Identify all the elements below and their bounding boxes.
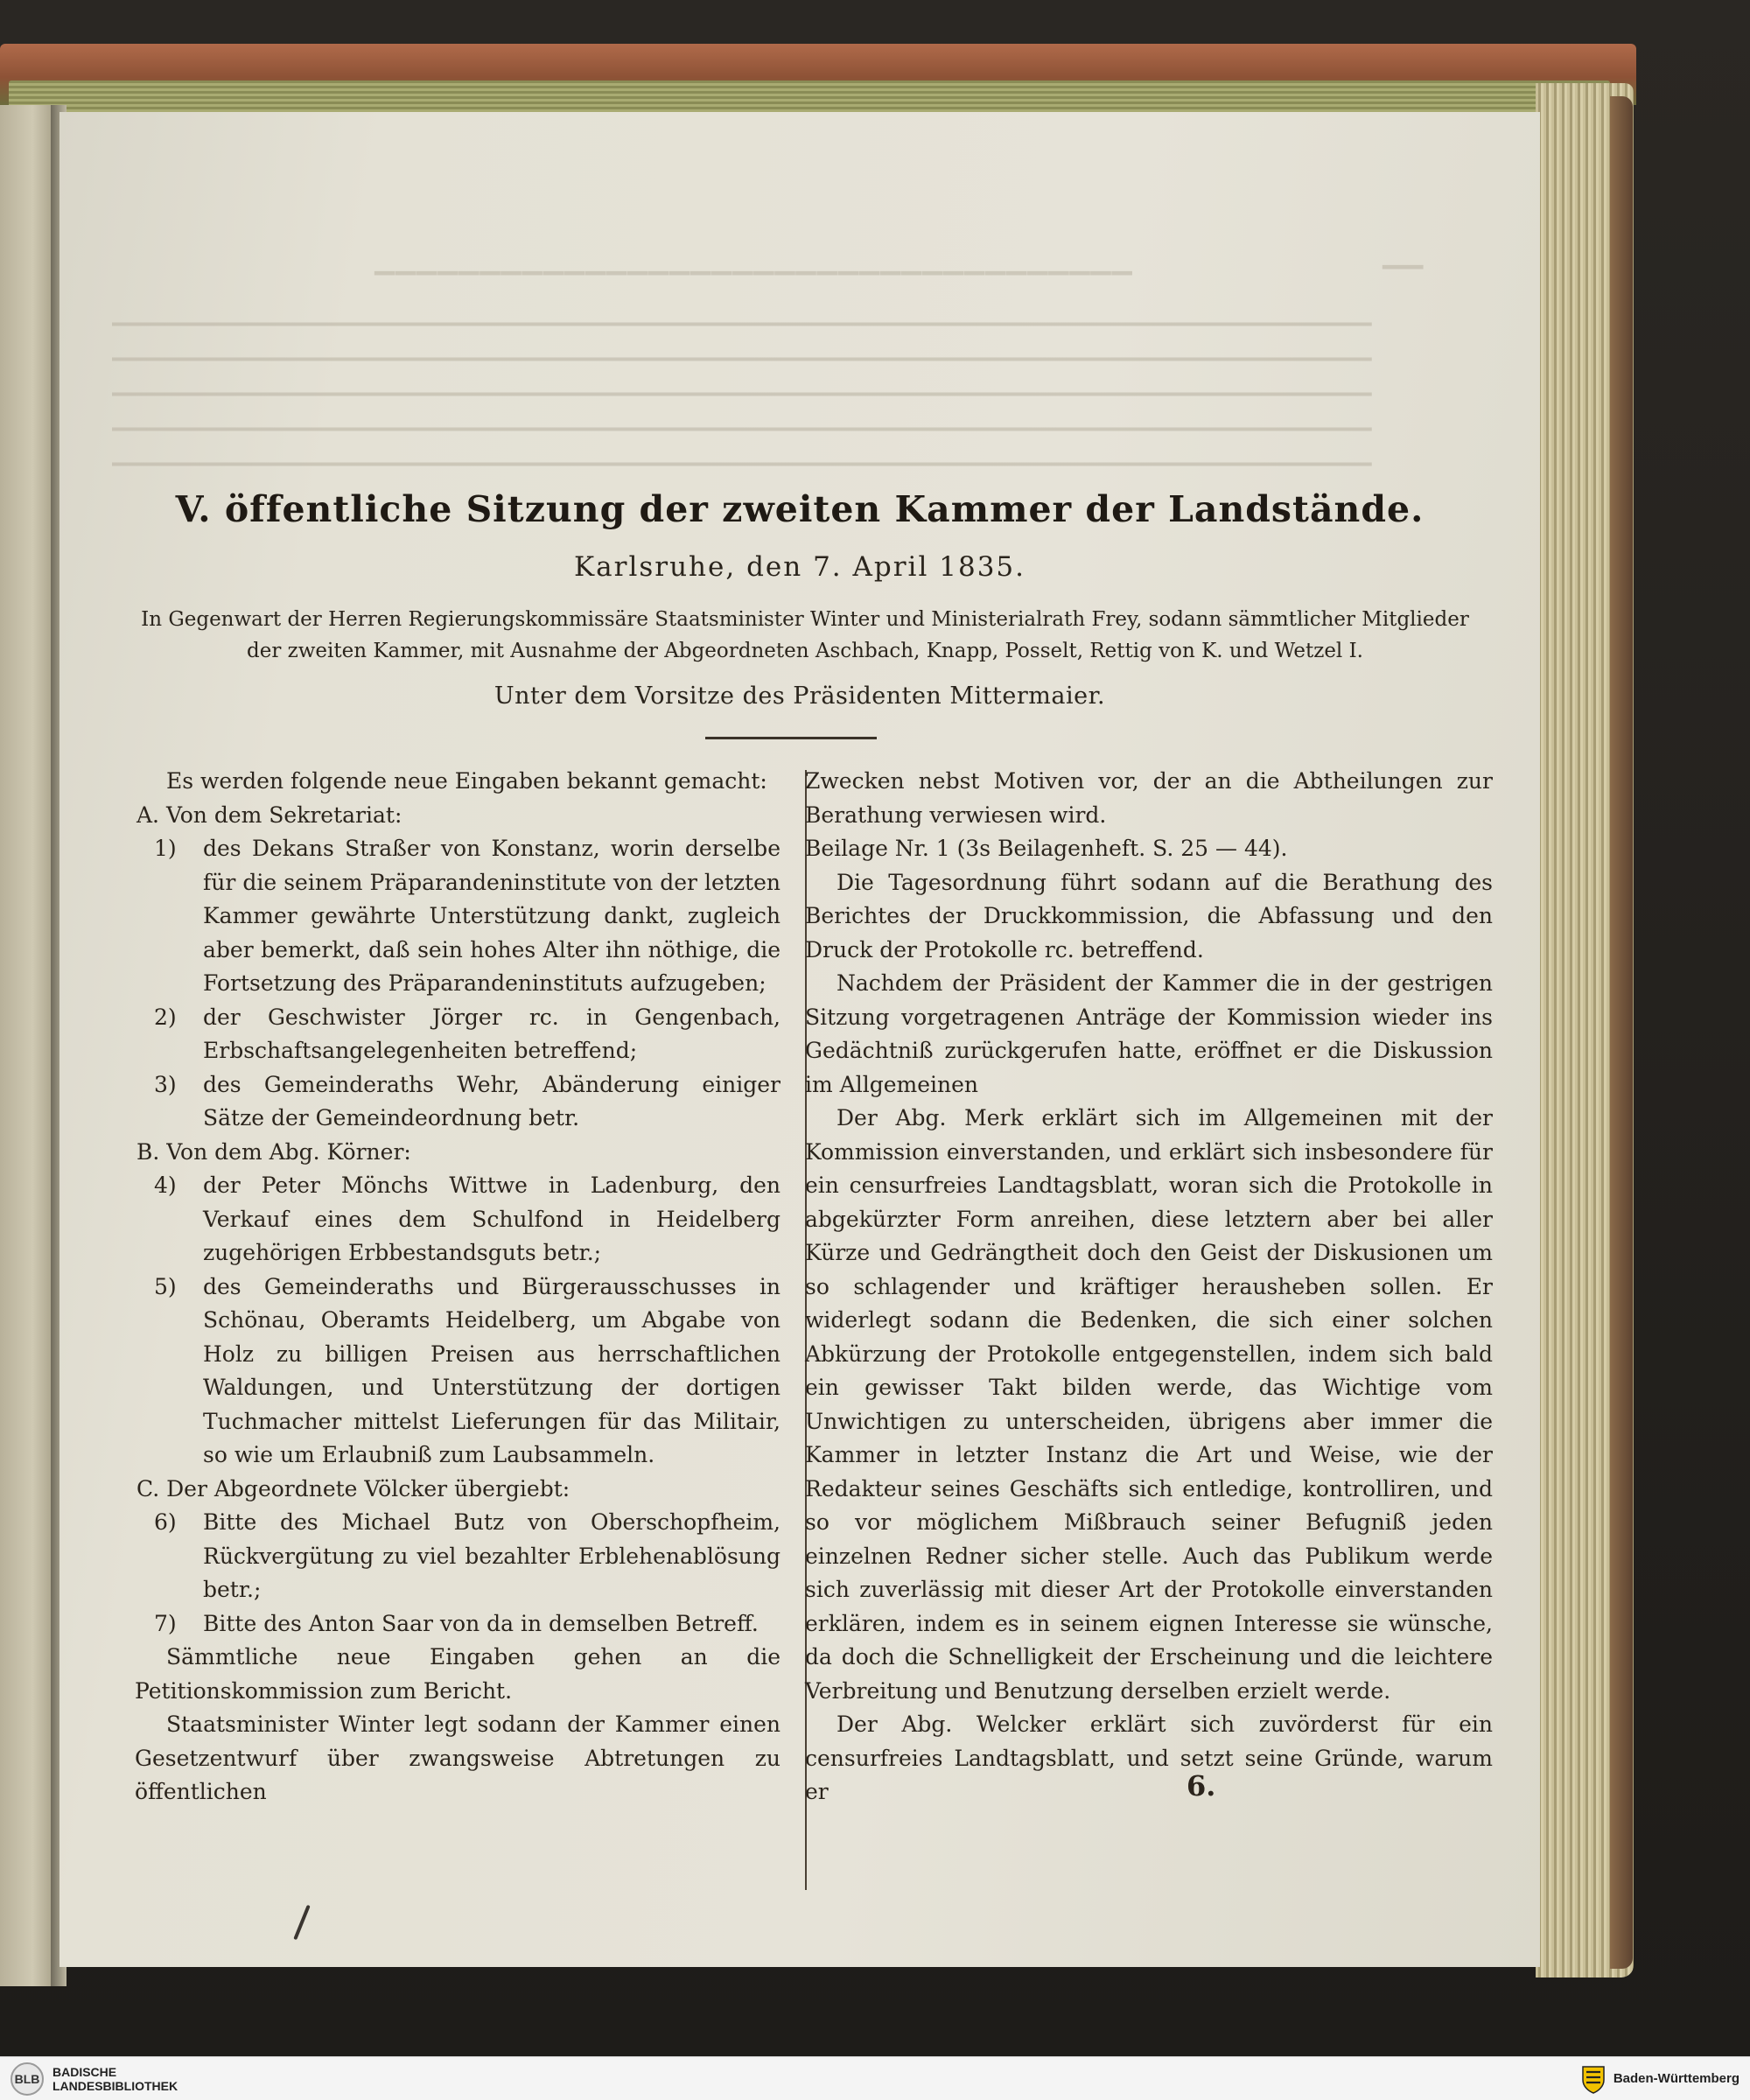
petition-item: 6) Bitte des Michael Butz von Oberschopfheim, Rückvergütung zu viel bezahlter Erblehenablösung betr.; [154,1509,780,1602]
section-a-heading: A. Von dem Sekretariat: [136,802,402,828]
library-name: BADISCHE LANDESBIBLIOTHEK [52,2064,178,2093]
section-b-heading: B. Von dem Abg. Körner: [136,1138,411,1165]
left-column [135,765,780,1810]
facing-page-edge [0,105,54,1986]
merk-paragraph: Der Abg. Merk erklärt sich im Allgemeinen mit der Kommission einverstanden, und erklärt sich insbesondere für ein censurfreies Landtagsblatt, woran sich die Protokolle in abgekürzter Form anreihen, diese letztern aber bei aller Kürze und Gedrängtheit doch den Geist der Diskusionen um so schlagender und kräftiger herausheben sollen. Er widerlegt sodann die Bedenken, die sich einer solchen Abkürzung der Protokolle entgegenstellen, indem sich bald ein gewisser Takt bilden werde, das Wichtige vom Unwichtigen zu unterscheiden, übrigens aber immer die Kammer in letzter Instanz die Art und Weise, wie der Redakteur seines Geschäfts sich entledige, kontrolliren, und so vor möglichem Mißbrauch seiner Befugniß jeden einzelnen Redner sicher stelle. Auch das Publikum werde sich zuverlässig mit dieser Art der Protokolle einverstanden erklären, indem es in seinem eignen Interesse sie wünsche, da doch die Schnelligkeit der Erscheinung und die leichtere Verbreitung und Benutzung derselben erzielt werde. [805,1105,1493,1704]
footer-bar [0,2056,1750,2100]
book-pages-top-edge [9,80,1610,116]
attendance-note [114,604,1496,667]
heading-divider [705,737,877,739]
blb-badge-icon: BLB [10,2062,44,2096]
show-through-header: ▁▁▁▁▁▁▁▁▁▁▁▁▁▁▁▁▁▁▁▁▁▁▁▁▁▁▁▁▁▁▁▁▁▁▁▁ [374,245,1133,276]
show-through-text-lines: ▁▁▁▁▁▁▁▁▁▁▁▁▁▁▁▁▁▁▁▁▁▁▁▁▁▁▁▁▁▁▁▁▁▁▁▁▁▁▁▁▁▁▁▁▁▁▁▁▁▁▁▁▁▁▁▁▁▁▁▁▁▁▁▁▁▁▁▁▁▁▁▁ ▁▁▁▁▁▁▁▁▁▁▁▁▁▁▁▁▁▁▁▁▁▁▁▁▁▁▁▁▁▁▁▁▁▁▁▁▁▁▁▁▁▁▁▁▁▁▁▁▁▁▁▁▁▁▁▁▁▁▁▁▁▁▁▁▁▁▁▁▁▁▁▁ ▁▁▁▁▁▁▁▁▁▁▁▁▁▁▁▁▁▁▁▁▁▁▁▁▁▁▁▁▁▁▁▁▁▁▁▁▁▁▁▁▁▁▁▁▁▁▁▁▁▁▁▁▁▁▁▁▁▁▁▁▁▁▁▁▁▁▁▁▁▁▁▁ ▁▁▁▁▁▁▁▁▁▁▁▁▁▁▁▁▁▁▁▁▁▁▁▁▁▁▁▁▁▁▁▁▁▁▁▁▁▁▁▁▁▁▁▁▁▁▁▁▁▁▁▁▁▁▁▁▁▁▁▁▁▁▁▁▁▁▁▁▁▁▁▁ ▁▁▁▁▁▁▁▁▁▁▁▁▁▁▁▁▁▁▁▁▁▁▁▁▁▁▁▁▁▁▁▁▁▁▁▁▁▁▁▁▁▁▁▁▁▁▁▁▁▁▁▁▁▁▁▁▁▁▁▁▁▁▁▁▁▁▁▁▁▁▁▁ [112,300,1372,466]
agenda-paragraph: Die Tagesordnung führt sodann auf die Berathung des Berichtes der Druckkommission, die Abfassung und den Druck der Protokolle rc. betreffend. [805,869,1493,962]
show-through-page-number: ▁▁ [1382,239,1424,270]
closing-paragraph: Staatsminister Winter legt sodann der Kammer einen Gesetzentwurf über zwangsweise Abtretungen zu öffentlichen [135,1712,780,1804]
closing-paragraph: Sämmtliche neue Eingaben gehen an die Petitionskommission zum Bericht. [135,1644,780,1704]
right-column [805,765,1493,1810]
attendance-line-1: In Gegenwart der Herren Regierungskommissäre Staatsminister Winter und Ministerialrath Frey, sodann sämmtlicher Mitglieder [141,608,1469,631]
petitions-intro: Es werden folgende neue Eingaben bekannt gemacht: [166,768,767,794]
coat-of-arms-icon [1580,2064,1606,2094]
dateline: Karlsruhe, den 7. April 1835. [573,551,1026,583]
petition-item: 1) des Dekans Straßer von Konstanz, worin derselbe für die seinem Präparandeninstitute von der letzten Kammer gewährte Unterstützung dankt, zugleich aber bemerkt, daß sein hohes Alter ihn nöthige, die Fortsetzung des Präparandeninstituts aufzugeben; [154,836,780,996]
beilage-reference: Beilage Nr. 1 (3s Beilagenheft. S. 25 — 44). [805,836,1288,861]
petition-item: 5) des Gemeinderaths und Bürgerausschusses in Schönau, Oberamts Heidelberg, um Abgabe von Holz zu billigen Preisen aus herrschaftlichen Waldungen, und Unterstützung der dortigen Tuchmacher mittelst Lieferungen für das Militair, so wie um Erlaubniß zum Laubsammeln. [154,1273,780,1467]
page-number: 6. [1186,1769,1216,1802]
welcker-paragraph: Der Abg. Welcker erklärt sich zuvörderst für ein censurfreies Landtagsblatt, und setzt seine Gründe, warum er [805,1712,1493,1804]
book-cover-right-edge [1610,96,1633,1969]
document-page [60,112,1540,1967]
session-title: V. öffentliche Sitzung der zweiten Kammer der Landstände. [175,488,1424,530]
petition-item: 3) des Gemeinderaths Wehr, Abänderung einiger Sätze der Gemeindeordnung betr. [154,1071,780,1130]
continued-paragraph: Zwecken nebst Motiven vor, der an die Abtheilungen zur Berathung verwiesen wird. [805,768,1493,828]
petition-item: 7) Bitte des Anton Saar von da in demselben Betreff. [154,1610,759,1636]
petition-item: 4) der Peter Mönchs Wittwe in Ladenburg, den Verkauf eines dem Schulfond in Heidelberg zugehörigen Erbbestandsguts betr.; [154,1172,780,1265]
chair-note: Unter dem Vorsitze des Präsidenten Mittermaier. [494,682,1106,710]
library-logo[interactable] [10,2062,178,2096]
state-name: Baden-Württemberg [1613,2071,1740,2086]
attendance-line-2: der zweiten Kammer, mit Ausnahme der Abgeordneten Aschbach, Knapp, Posselt, Rettig von K. und Wetzel I. [246,640,1363,662]
section-c-heading: C. Der Abgeordnete Völcker übergiebt: [136,1475,570,1502]
president-paragraph: Nachdem der Präsident der Kammer die in der gestrigen Sitzung vorgetragenen Anträge der Kommission wieder ins Gedächtniß zurückgerufen hatte, eröffnet er die Diskussion im Allgemeinen [805,970,1493,1097]
petition-item: 2) der Geschwister Jörger rc. in Gengenbach, Erbschaftsangelegenheiten betreffend; [154,1004,780,1063]
pencil-mark [293,1905,310,1940]
state-logo[interactable] [1580,2064,1740,2094]
